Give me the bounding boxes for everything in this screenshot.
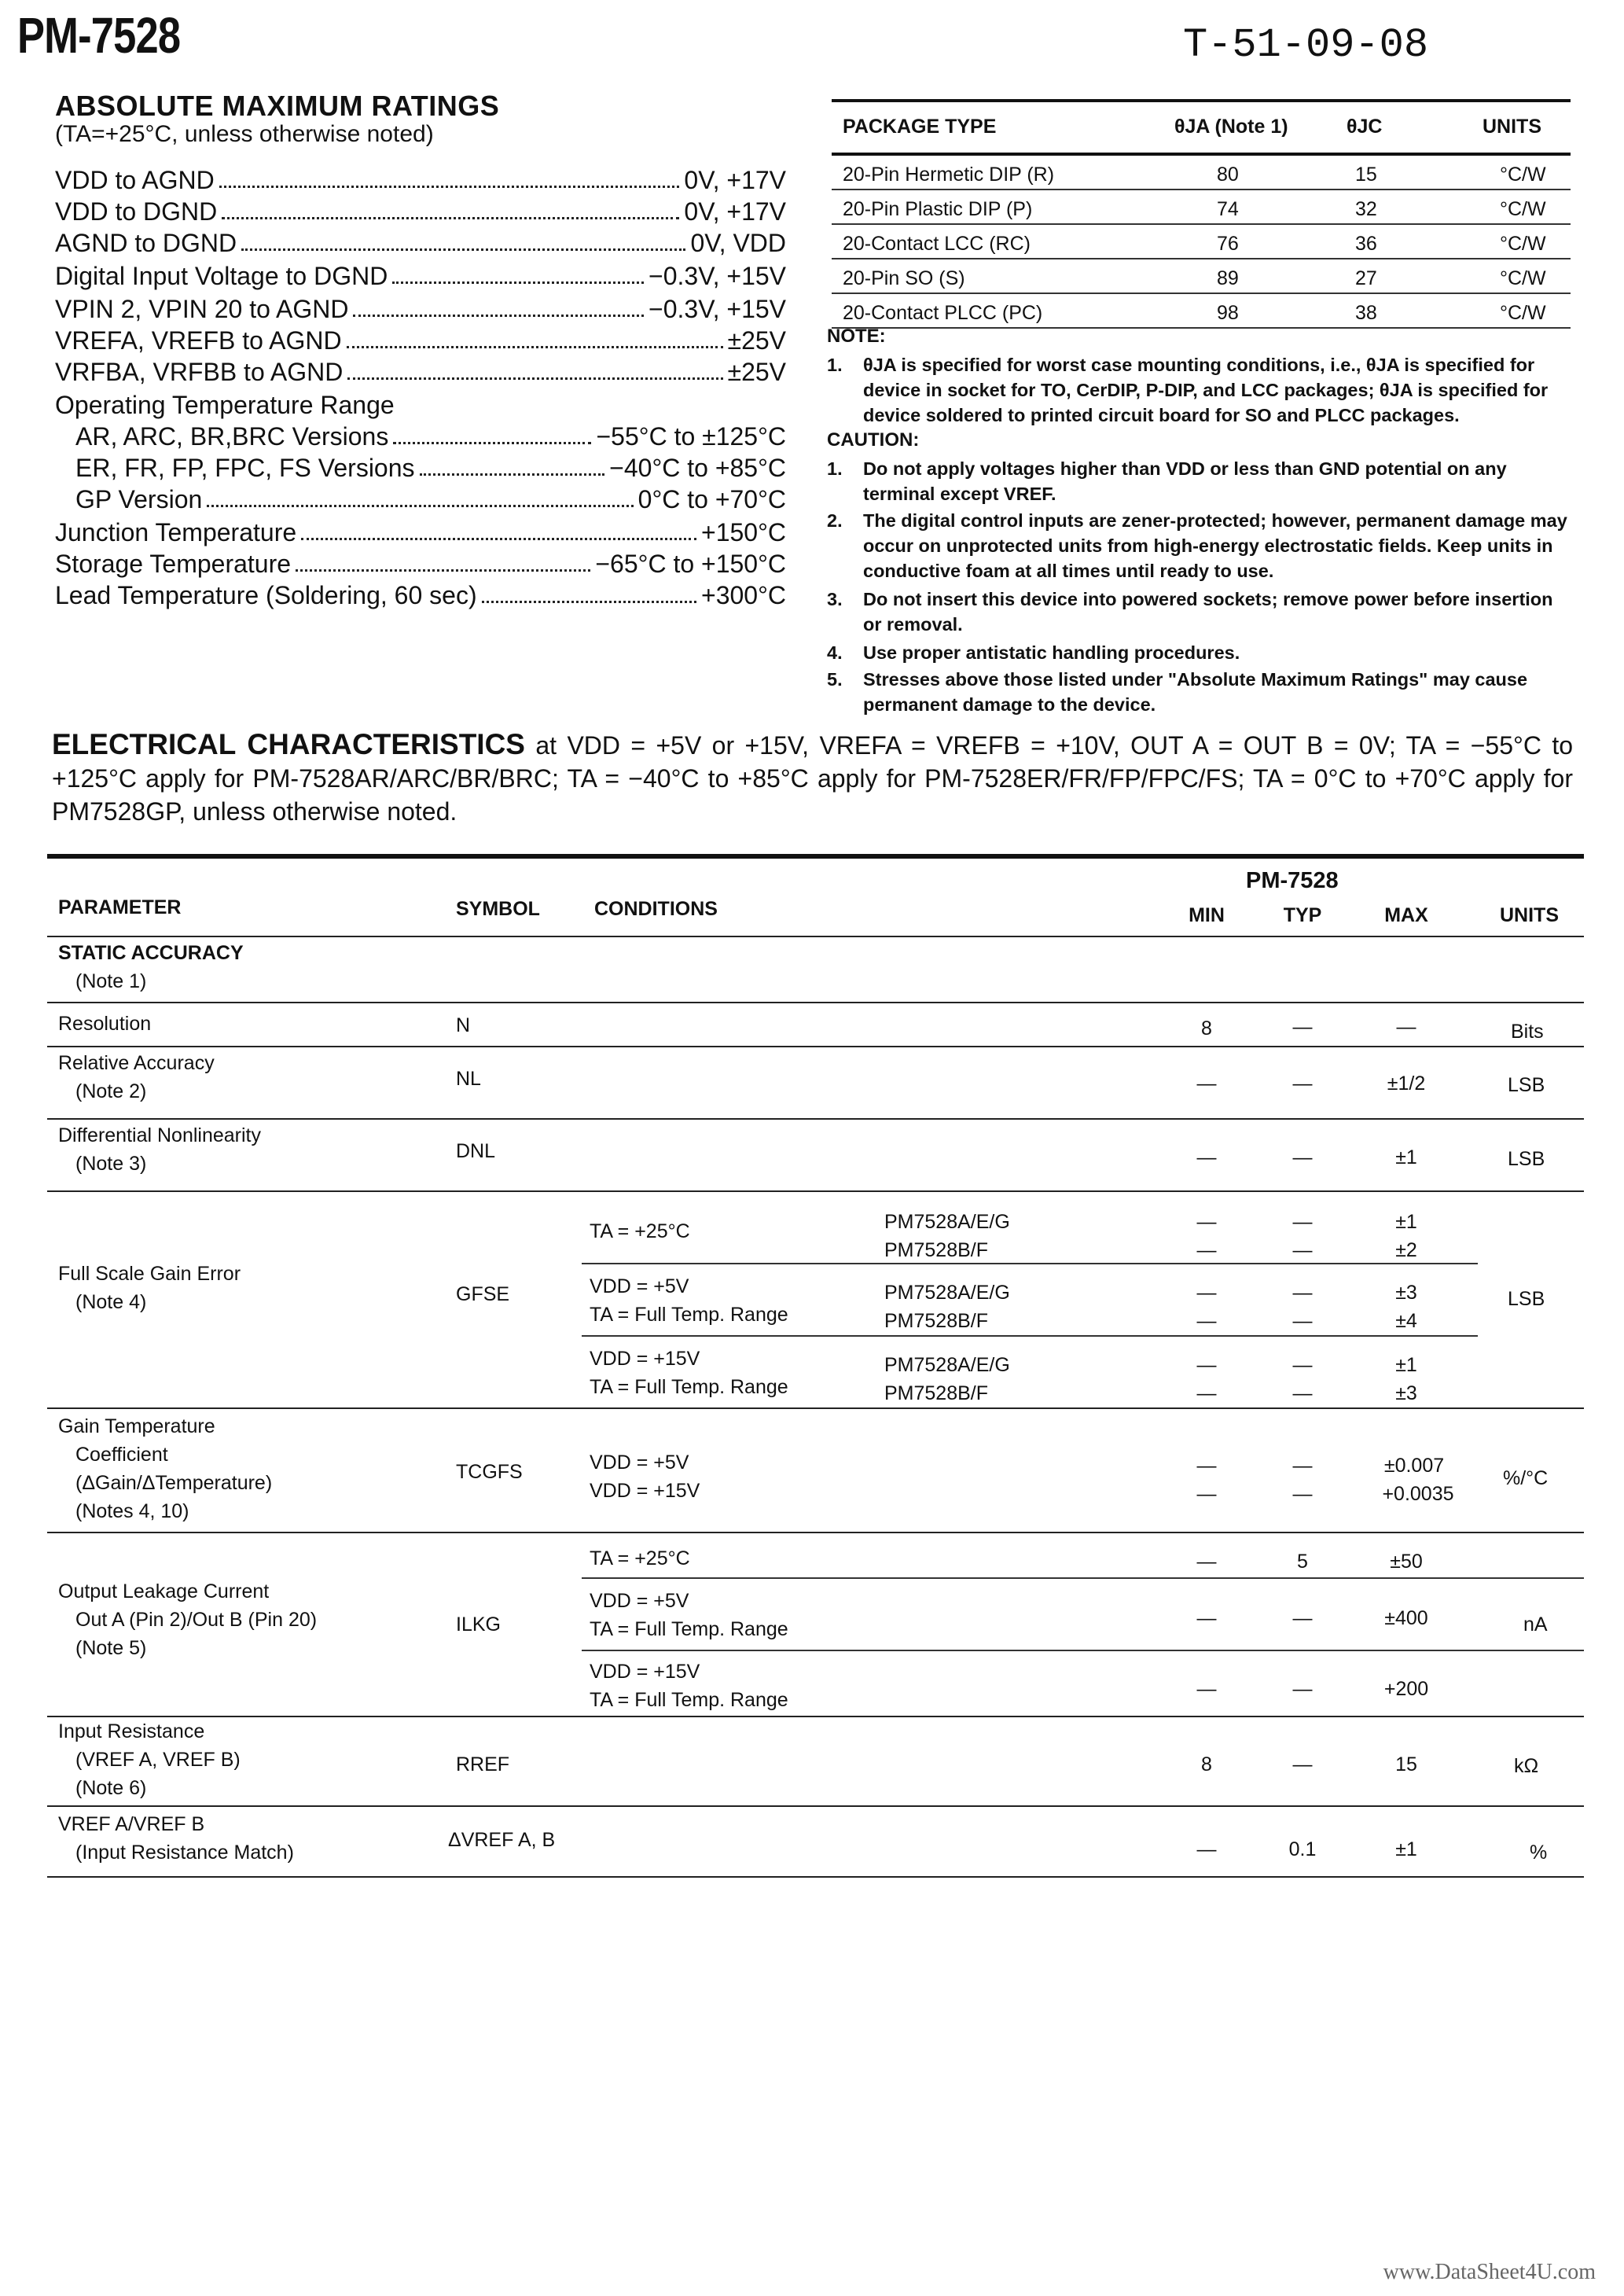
rating-value: +150°C [701,518,786,546]
hdr-typ: TYP [1283,904,1322,926]
fsge-max: ±3 [1395,1282,1417,1304]
param-vref-match-2: (Input Resistance Match) [75,1842,294,1864]
param-input-resistance: Input Resistance [58,1720,205,1742]
gain-temp-typ-1: — [1292,1455,1313,1477]
rating-label: VDD to DGND [55,197,218,226]
symbol-resolution: N [456,1014,471,1036]
input-resistance-max: 15 [1395,1753,1417,1775]
fsge-max: ±3 [1395,1382,1417,1404]
fsge-cond-b1: VDD = +5V [590,1275,689,1297]
note-heading: NOTE: [827,326,886,347]
note-1-text: θJA is specified for worst case mounting conditions, i.e., θJA is specified for device in socket for TO, CerDIP, P-DIP, and LCC packages; θJA is specified for device soldered to printed circuit board for SO and PLCC packages. [863,355,1549,425]
rating-value: 0°C to +70°C [637,485,786,513]
leakage-units: nA [1523,1613,1548,1636]
rating-value: −40°C to +85°C [609,454,786,482]
rating-value: −0.3V, +15V [648,295,786,323]
fsge-max: ±2 [1395,1239,1417,1261]
caution-heading: CAUTION: [827,429,920,451]
param-gain-temp-2: Coefficient [75,1444,168,1466]
abs-max-rating-row [55,547,786,579]
rating-value: −0.3V, +15V [648,262,786,290]
caution-item: 5. Stresses above those listed under "Absolute Maximum Ratings" may cause permanent damage to the device. [827,667,1570,717]
fsge-units: LSB [1508,1288,1545,1310]
symbol-fsge: GFSE [456,1283,510,1305]
units-value: °C/W [1500,302,1546,324]
rating-label: GP Version [75,485,203,513]
param-output-leakage-2: Out A (Pin 2)/Out B (Pin 20) [75,1609,318,1631]
gain-temp-note: (Notes 4, 10) [75,1500,189,1522]
abs-max-rating-row [55,259,786,291]
leader-dots [347,377,722,380]
gain-temp-min-2: — [1196,1483,1217,1505]
relative-accuracy-typ: — [1292,1073,1313,1095]
fsge-max: ±4 [1395,1310,1417,1332]
theta-ja-value: 76 [1217,233,1239,255]
abs-max-rating-row [55,293,786,324]
gain-temp-units: %/°C [1503,1467,1549,1489]
leakage-typ-a: 5 [1297,1551,1308,1573]
section-static-accuracy: STATIC ACCURACY [58,942,244,964]
fsge-cond-a: TA = +25°C [590,1220,690,1242]
abs-max-rating-row [55,226,786,258]
dnl-max: ±1 [1395,1146,1417,1168]
leakage-cond-a: TA = +25°C [590,1547,690,1569]
rating-value: +300°C [701,581,786,609]
rating-value: ±25V [727,358,786,386]
resolution-units: Bits [1511,1021,1544,1043]
output-leakage-note: (Note 5) [75,1637,147,1659]
theta-jc-value: 32 [1355,198,1377,220]
electrical-characteristics-title: ELECTRICAL CHARACTERISTICS [52,728,525,760]
hdr-parameter: PARAMETER [58,896,182,918]
watermark-text: www.DataSheet4U.com [1383,2260,1596,2284]
symbol-vref-match: ΔVREF A, B [448,1829,556,1851]
hdr-units: UNITS [1500,904,1559,926]
abs-max-rating-row [55,579,786,610]
vref-match-typ: 0.1 [1288,1838,1317,1860]
param-gain-temp: Gain Temperature [58,1415,215,1437]
leader-dots [353,315,644,317]
rating-value: 0V, +17V [684,197,786,226]
rating-label: Digital Input Voltage to DGND [55,262,388,290]
relative-accuracy-units: LSB [1508,1074,1545,1096]
rating-value: 0V, +17V [684,166,786,194]
fsge-typ: — [1292,1310,1313,1332]
rating-label: VPIN 2, VPIN 20 to AGND [55,295,349,323]
units-value: °C/W [1500,267,1546,289]
leakage-max-c: +200 [1383,1678,1429,1700]
rating-value: 0V, VDD [690,229,786,257]
caution-text: Do not apply voltages higher than VDD or less than GND potential on any terminal except VREF. [863,458,1507,504]
gain-temp-cond-1: VDD = +5V [590,1452,689,1474]
leader-dots [219,186,680,188]
caution-text: The digital control inputs are zener-protected; however, permanent damage may occur on unprotected units from high-energy electrostatic fields. Keep units in conductive foam at all times until ready to use. [863,510,1567,581]
leader-dots [393,442,591,444]
dnl-units: LSB [1508,1148,1545,1170]
rating-label: VRFBA, VRFBB to AGND [55,358,344,386]
hdr-min: MIN [1189,904,1225,926]
symbol-dnl: DNL [456,1140,496,1162]
leakage-min-c: — [1196,1678,1217,1700]
vref-match-max: ±1 [1395,1838,1417,1860]
param-full-scale-gain-error: Full Scale Gain Error [58,1263,241,1285]
theta-ja-value: 98 [1217,302,1239,324]
electrical-characteristics-intro [52,728,1573,828]
leakage-typ-b: — [1292,1607,1313,1629]
hdr-symbol: SYMBOL [456,898,540,920]
abs-max-rating-row [55,516,786,547]
abs-max-ratings-title: ABSOLUTE MAXIMUM RATINGS [55,90,500,122]
electrical-characteristics-table [47,854,1584,1900]
abs-max-rating-row [55,324,786,355]
static-accuracy-note: (Note 1) [75,970,147,992]
rating-value: ±25V [727,326,786,355]
resolution-typ: — [1292,1016,1313,1038]
leakage-max-b: ±400 [1384,1607,1428,1629]
symbol-input-resistance: RREF [456,1753,510,1775]
document-code: T-51-09-08 [1183,22,1429,68]
leakage-cond-b1: VDD = +5V [590,1590,689,1612]
rating-label: AGND to DGND [55,229,237,257]
fsge-device-grade: PM7528B/F [884,1239,989,1261]
leader-dots [296,569,590,572]
theta-jc-value: 27 [1355,267,1377,289]
rating-label: ER, FR, FP, FPC, FS Versions [75,454,415,482]
rating-label: Storage Temperature [55,550,292,578]
relative-accuracy-note: (Note 2) [75,1080,147,1102]
rating-value: −65°C to +150°C [595,550,786,578]
leader-dots [347,346,723,348]
theta-jc-value: 36 [1355,233,1377,255]
abs-max-rating-row [55,195,786,226]
leakage-cond-c2: TA = Full Temp. Range [590,1689,788,1711]
theta-ja-value: 80 [1217,164,1239,186]
theta-ja-value: 74 [1217,198,1239,220]
col-theta-jc: θJC [1347,116,1383,138]
param-output-leakage: Output Leakage Current [58,1580,270,1602]
leakage-min-b: — [1196,1607,1217,1629]
package-type: 20-Contact PLCC (PC) [843,302,1043,324]
fsge-device-grade: PM7528B/F [884,1382,989,1404]
fsge-min: — [1196,1239,1217,1261]
leader-dots [222,217,679,219]
input-resistance-min: 8 [1201,1753,1212,1775]
param-gain-temp-3: (ΔGain/ΔTemperature) [75,1472,273,1494]
package-row [832,156,1571,190]
fsge-min: — [1196,1211,1217,1233]
theta-ja-value: 89 [1217,267,1239,289]
input-resistance-note: (Note 6) [75,1777,147,1799]
col-package-type: PACKAGE TYPE [843,116,997,138]
symbol-gain-temp: TCGFS [456,1461,523,1483]
dnl-typ: — [1292,1146,1313,1168]
rating-label: Junction Temperature [55,518,297,546]
fsge-note: (Note 4) [75,1291,147,1313]
package-thermal-table [832,99,1571,329]
abs-max-rating-row [75,420,786,451]
leader-dots [482,601,696,603]
caution-item: 1. Do not apply voltages higher than VDD or less than GND potential on any terminal except VREF. [827,456,1570,506]
caution-item: 4. Use proper antistatic handling procedures. [827,640,1570,665]
caution-item: 2. The digital control inputs are zener-protected; however, permanent damage may occur on unprotected units from high-energy electrostatic fields. Keep units in conductive foam at all times until ready to use. [827,508,1570,583]
input-resistance-units: kΩ [1514,1755,1539,1777]
leader-dots [420,473,605,476]
rating-label: AR, ARC, BR,BRC Versions [75,422,389,451]
leakage-typ-c: — [1292,1678,1313,1700]
units-value: °C/W [1500,198,1546,220]
caution-text: Do not insert this device into powered sockets; remove power before insertion or removal. [863,589,1553,635]
note-1: 1. θJA is specified for worst case mounting conditions, i.e., θJA is specified for device in socket for TO, CerDIP, P-DIP, and LCC packages; θJA is specified for device soldered to printed circuit board for SO and PLCC packages. [827,352,1570,428]
fsge-min: — [1196,1310,1217,1332]
package-table-body [832,156,1571,329]
leakage-min-a: — [1196,1551,1217,1573]
rating-value: −55°C to ±125°C [596,422,786,451]
leader-dots [241,248,685,251]
param-dnl: Differential Nonlinearity [58,1124,261,1146]
fsge-device-grade: PM7528A/E/G [884,1354,1010,1376]
param-relative-accuracy: Relative Accuracy [58,1052,215,1074]
input-resistance-typ: — [1292,1753,1313,1775]
fsge-min: — [1196,1354,1217,1376]
abs-max-rating-row [75,483,786,514]
package-type: 20-Pin Hermetic DIP (R) [843,164,1055,186]
hdr-device: PM-7528 [1246,868,1339,893]
units-value: °C/W [1500,233,1546,255]
fsge-device-grade: PM7528A/E/G [884,1211,1010,1233]
abs-max-rating-row [55,164,786,195]
package-row [832,190,1571,225]
leader-dots [207,505,633,507]
rating-label: VDD to AGND [55,166,215,194]
fsge-cond-c1: VDD = +15V [590,1348,700,1370]
fsge-typ: — [1292,1354,1313,1376]
fsge-typ: — [1292,1382,1313,1404]
leader-dots [301,538,696,540]
leader-dots [392,281,644,284]
gain-temp-typ-2: — [1292,1483,1313,1505]
electrical-characteristics-conditions: at VDD = +5V or +15V, VREFA = VREFB = +10V, OUT A = OUT B = 0V; TA = −55°C to +125°C apply for PM-7528AR/ARC/BR/BRC; TA = −40°C to +85°C apply for PM-7528ER/FR/FP/FPC/FS; TA = 0°C to +70°C apply for PM7528GP, unless otherwise noted. [52,731,1574,826]
vref-match-units: % [1530,1842,1548,1864]
package-type: 20-Pin SO (S) [843,267,965,289]
resolution-min: 8 [1201,1017,1212,1039]
fsge-device-grade: PM7528B/F [884,1310,989,1332]
fsge-max: ±1 [1395,1354,1417,1376]
dnl-min: — [1196,1146,1217,1168]
package-row [832,294,1571,329]
gain-temp-max-1: ±0.007 [1383,1455,1445,1477]
symbol-output-leakage: ILKG [456,1613,501,1636]
fsge-min: — [1196,1382,1217,1404]
fsge-min: — [1196,1282,1217,1304]
caution-item: 3. Do not insert this device into powered sockets; remove power before insertion or removal. [827,587,1570,637]
gain-temp-cond-2: VDD = +15V [590,1480,700,1502]
abs-max-ratings-subtitle: (TA=+25°C, unless otherwise noted) [55,121,434,147]
param-resolution: Resolution [58,1013,152,1035]
fsge-cond-b2: TA = Full Temp. Range [590,1304,788,1326]
units-value: °C/W [1500,164,1546,186]
theta-jc-value: 38 [1355,302,1377,324]
fsge-max: ±1 [1395,1211,1417,1233]
hdr-conditions: CONDITIONS [594,898,718,920]
rating-label: Lead Temperature (Soldering, 60 sec) [55,581,477,609]
rating-label: Operating Temperature Range [55,391,395,419]
leakage-cond-c1: VDD = +15V [590,1661,700,1683]
param-input-resistance-2: (VREF A, VREF B) [75,1749,241,1771]
leakage-cond-b2: TA = Full Temp. Range [590,1618,788,1640]
gain-temp-min-1: — [1196,1455,1217,1477]
package-row [832,259,1571,294]
abs-max-rating-row [75,451,786,483]
package-row [832,225,1571,259]
relative-accuracy-min: — [1196,1073,1217,1095]
fsge-typ: — [1292,1239,1313,1261]
package-type: 20-Contact LCC (RC) [843,233,1031,255]
abs-max-rating-row [55,355,786,387]
vref-match-min: — [1196,1838,1217,1860]
col-units: UNITS [1483,116,1541,138]
col-theta-ja: θJA (Note 1) [1174,116,1288,138]
dnl-note: (Note 3) [75,1153,147,1175]
caution-text: Use proper antistatic handling procedures. [863,642,1240,663]
part-number-title: PM-7528 [17,7,181,64]
leakage-max-a: ±50 [1390,1551,1423,1573]
fsge-typ: — [1292,1282,1313,1304]
relative-accuracy-max: ±1/2 [1387,1073,1426,1095]
resolution-max: — [1396,1016,1416,1038]
symbol-relative-accuracy: NL [456,1068,481,1090]
param-vref-match: VREF A/VREF B [58,1813,205,1835]
rating-label: VREFA, VREFB to AGND [55,326,342,355]
package-table-header [832,99,1571,156]
fsge-cond-c2: TA = Full Temp. Range [590,1376,788,1398]
fsge-typ: — [1292,1211,1313,1233]
fsge-device-grade: PM7528A/E/G [884,1282,1010,1304]
caution-text: Stresses above those listed under "Absolute Maximum Ratings" may cause permanent damage to the device. [863,669,1528,715]
gain-temp-max-2: +0.0035 [1382,1483,1454,1505]
abs-max-rating-row [55,388,786,420]
hdr-max: MAX [1384,904,1428,926]
package-type: 20-Pin Plastic DIP (P) [843,198,1033,220]
theta-jc-value: 15 [1355,164,1377,186]
